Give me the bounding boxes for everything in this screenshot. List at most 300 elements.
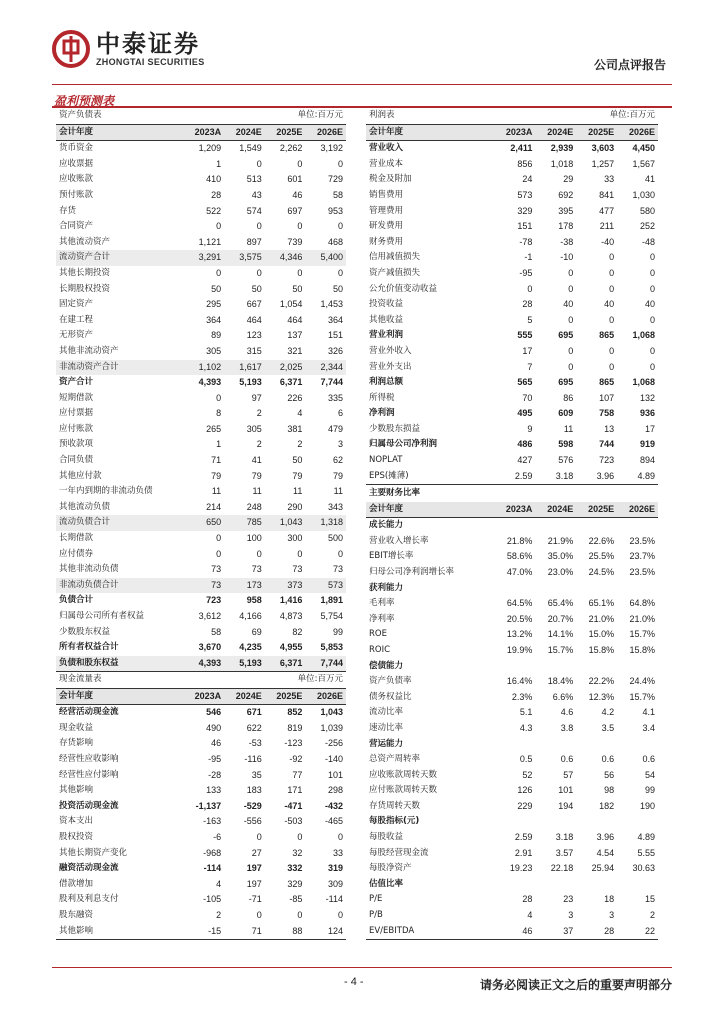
row-value: 695 [558, 377, 574, 388]
row-label: 存货影响 [59, 738, 94, 749]
row-value: 723 [206, 595, 222, 606]
row-value: 3.57 [555, 847, 574, 858]
row-label: 现金收益 [59, 722, 94, 733]
page-number: - 4 - [344, 976, 364, 988]
column-header-label: 会计年度 [56, 688, 184, 705]
row-value [576, 737, 617, 753]
row-value: 7,744 [320, 377, 343, 388]
row-value: 21.9% [547, 535, 574, 546]
row-label: 获利能力 [369, 582, 404, 593]
row-value: 22 [617, 924, 658, 940]
row-value: 953 [327, 205, 343, 216]
row-label: 应付账款周转天数 [369, 785, 438, 796]
row-value: 0 [256, 221, 262, 232]
table-row [56, 453, 346, 469]
row-label: 其他影响 [59, 785, 94, 796]
row-value: -256 [324, 738, 343, 749]
column-header-label: 会计年度 [366, 124, 494, 141]
row-value: 329 [517, 205, 533, 216]
table-row [56, 547, 346, 563]
row-value: 190 [639, 800, 655, 811]
row-value: 290 [287, 501, 303, 512]
row-value: 214 [206, 501, 222, 512]
row-value: 133 [206, 785, 222, 796]
row-value [494, 518, 535, 534]
table-row [56, 157, 346, 173]
row-value: 21.0% [629, 613, 655, 624]
row-label: 资产负债率 [369, 676, 412, 687]
row-value: 151 [517, 221, 533, 232]
row-value: 11 [563, 423, 574, 434]
row-value: 35 [251, 769, 262, 780]
row-value: 3,575 [224, 250, 265, 266]
table-row [366, 172, 658, 188]
row-value: 0 [297, 909, 303, 920]
row-value: 13 [604, 423, 615, 434]
row-value: 13.2% [506, 629, 533, 640]
row-value: 0 [297, 548, 303, 559]
table-row [56, 484, 346, 500]
row-value: -95 [208, 753, 222, 764]
table-row [56, 188, 346, 204]
row-value: 58 [332, 189, 343, 200]
row-label: 非流动负债合计 [56, 578, 184, 594]
row-label: 财务费用 [369, 236, 404, 247]
row-value: 729 [327, 174, 343, 185]
table-row [56, 593, 346, 609]
row-value: 758 [599, 408, 615, 419]
row-value: 1,567 [632, 158, 655, 169]
table-row [366, 266, 658, 282]
row-value: 23 [563, 894, 574, 905]
row-value: 0 [568, 283, 574, 294]
table-row [56, 406, 346, 422]
table-row [366, 643, 658, 659]
row-value [617, 518, 658, 534]
row-value: 252 [639, 221, 655, 232]
row-value: 919 [639, 439, 655, 450]
row-value: 0 [568, 314, 574, 325]
table-row [366, 219, 658, 235]
row-label: 销售费用 [369, 189, 404, 200]
table-row [366, 406, 658, 422]
row-label: 资产减值损失 [369, 267, 421, 278]
row-value: 1,102 [184, 360, 225, 376]
row-value: 65.1% [588, 598, 615, 609]
income-statement-table [366, 108, 658, 485]
row-value: 25.5% [588, 551, 615, 562]
row-value: 785 [224, 515, 265, 531]
table-caption-row [56, 672, 346, 688]
row-label: 应收票据 [59, 158, 94, 169]
row-value: -53 [248, 738, 262, 749]
row-value: 73 [211, 564, 222, 575]
row-value: 4 [527, 910, 533, 921]
row-value: 3.4 [642, 722, 655, 733]
row-value: 126 [517, 785, 533, 796]
row-value: 598 [558, 439, 574, 450]
row-value: 3.96 [596, 832, 615, 843]
row-value: 64.8% [629, 598, 655, 609]
row-label: 其他流动负债 [59, 501, 111, 512]
row-value [535, 814, 576, 830]
row-value: 28 [522, 299, 533, 310]
table-row [56, 861, 346, 877]
row-value: 50 [292, 455, 303, 466]
row-value: -163 [203, 816, 222, 827]
table-header-row [366, 502, 658, 518]
table-row [366, 877, 658, 893]
row-value: 178 [558, 221, 574, 232]
table-row [366, 892, 658, 908]
row-value: 0 [216, 392, 222, 403]
row-value: 15.8% [588, 644, 615, 655]
row-label: 管理费用 [369, 205, 404, 216]
logo-icon [52, 30, 90, 68]
row-value: 2,344 [305, 360, 346, 376]
table-row [366, 437, 658, 453]
row-value: 0 [609, 267, 615, 278]
column-header: 2023A [494, 502, 535, 518]
company-logo [52, 30, 205, 68]
row-label: 营运能力 [369, 738, 404, 749]
row-value: 667 [246, 299, 262, 310]
row-value: -432 [324, 800, 343, 811]
row-label: 应付债券 [59, 548, 94, 559]
table-row [56, 328, 346, 344]
row-value: 15.7% [629, 629, 655, 640]
row-value: 56 [604, 769, 615, 780]
row-value: 0 [609, 314, 615, 325]
row-value: 100 [246, 533, 262, 544]
table-row [366, 861, 658, 877]
row-value: 4,166 [239, 611, 262, 621]
table-caption-row [366, 108, 658, 124]
row-value: 295 [206, 299, 222, 310]
row-value: 0 [649, 283, 655, 294]
row-value: 3 [568, 910, 574, 921]
row-value: 107 [599, 392, 615, 403]
row-value [535, 737, 576, 753]
row-value: 464 [287, 314, 303, 325]
table-header-row [56, 124, 346, 141]
row-value: 5,193 [224, 656, 265, 672]
row-value: 3 [337, 439, 343, 450]
row-label: 净利率 [369, 613, 395, 624]
row-value: -95 [519, 267, 533, 278]
row-value: 15.7% [547, 644, 574, 655]
row-label: 营业收入增长率 [369, 535, 429, 546]
row-value: 609 [558, 408, 574, 419]
row-value: 1,257 [591, 158, 615, 169]
row-value: 1,068 [632, 330, 655, 341]
column-header: 2026E [305, 688, 346, 705]
row-value: 0.5 [519, 754, 533, 765]
row-value: 298 [327, 785, 343, 796]
row-value: 0.6 [560, 754, 574, 765]
row-value [494, 877, 535, 893]
table-caption-row [56, 108, 346, 124]
row-value: 197 [246, 863, 262, 874]
row-value: 315 [246, 345, 262, 356]
table-row [366, 581, 658, 597]
row-label: 合同负债 [59, 455, 94, 466]
row-value: 30.63 [632, 863, 655, 874]
row-value: 0 [297, 221, 303, 232]
row-value [576, 518, 617, 534]
row-value: 3,670 [198, 642, 222, 653]
row-value: 4,393 [198, 377, 222, 388]
table-caption: 现金流量表 [56, 672, 184, 688]
row-value: 79 [211, 470, 222, 481]
row-value: 46 [292, 189, 303, 200]
row-value: 0 [649, 252, 655, 263]
row-value: 99 [332, 626, 343, 637]
row-label: 偿债能力 [369, 660, 404, 671]
row-value: 522 [206, 205, 222, 216]
row-value: 0 [337, 909, 343, 920]
row-value: 15.0% [588, 629, 615, 640]
row-value: 573 [517, 189, 533, 200]
row-value [576, 877, 617, 893]
row-value: 5 [527, 314, 533, 325]
row-value: 381 [287, 423, 303, 434]
row-label: 公允价值变动收益 [369, 283, 438, 294]
row-value: 33 [332, 847, 343, 858]
row-value: 88 [265, 924, 306, 940]
row-value: 123 [246, 330, 262, 341]
row-label: 合同资产 [59, 221, 94, 232]
column-header: 2023A [184, 124, 225, 141]
table-row [366, 799, 658, 815]
row-label: 非流动资产合计 [56, 360, 184, 376]
row-label: P/B [369, 910, 383, 921]
cashflow-table [56, 672, 346, 940]
row-label: 少数股东权益 [59, 626, 111, 637]
column-header: 2024E [535, 124, 576, 141]
row-label: 其他非流动资产 [59, 345, 119, 356]
column-header: 2026E [617, 502, 658, 518]
row-value: 856 [517, 158, 533, 169]
table-row [56, 846, 346, 862]
row-value: -968 [203, 847, 222, 858]
row-label: 其他长期资产变化 [59, 847, 128, 858]
table-row [366, 391, 658, 407]
row-value: 171 [287, 785, 303, 796]
row-value: 4 [216, 878, 222, 889]
row-label: 其他影响 [56, 924, 184, 940]
row-value: 2 [649, 910, 655, 921]
row-label: 信用减值损失 [369, 252, 421, 263]
row-value: 468 [327, 236, 343, 247]
row-label: 货币资金 [59, 143, 94, 154]
row-label: EBIT增长率 [369, 551, 414, 562]
row-label: 所有者权益合计 [59, 642, 119, 653]
row-value: 4.3 [519, 722, 533, 733]
column-header: 2023A [494, 124, 535, 141]
row-value: 0 [216, 267, 222, 278]
row-value: 23.5% [629, 566, 655, 577]
row-value: 40 [563, 299, 574, 310]
row-value: 0 [297, 267, 303, 278]
row-value: -140 [324, 753, 343, 764]
table-row [366, 830, 658, 846]
row-value: 1,030 [632, 189, 655, 200]
row-label: 成长能力 [369, 520, 404, 531]
row-value: 1,018 [550, 158, 574, 169]
row-value: 79 [332, 470, 343, 481]
row-label: 所得税 [369, 392, 395, 403]
row-value: 41 [644, 174, 655, 185]
table-row [366, 814, 658, 830]
row-label: 应付账款 [59, 423, 94, 434]
row-value: 0 [568, 361, 574, 372]
row-value: -116 [244, 753, 262, 764]
row-value: 4.89 [617, 469, 658, 485]
row-value: 335 [327, 392, 343, 403]
row-label: 营业外收入 [369, 345, 412, 356]
row-value: 4.1 [642, 707, 655, 718]
row-value: 580 [639, 205, 655, 216]
row-value: 574 [246, 205, 262, 216]
row-value: 3.18 [535, 469, 576, 485]
row-value: 4,235 [239, 642, 262, 653]
row-value: 71 [211, 455, 222, 466]
table-header-row [56, 688, 346, 705]
row-value: 0 [649, 314, 655, 325]
row-label: 经营性应付影响 [59, 769, 119, 780]
row-value: 0 [568, 345, 574, 356]
row-value: 865 [599, 377, 615, 388]
row-value: 695 [558, 330, 574, 341]
table-row [366, 235, 658, 251]
row-value: 565 [517, 377, 533, 388]
row-value: 1,617 [224, 360, 265, 376]
row-value: 89 [211, 330, 222, 341]
column-header: 2024E [535, 502, 576, 518]
table-row [56, 705, 346, 721]
table-row [56, 422, 346, 438]
row-label: 存货周转天数 [369, 800, 421, 811]
row-value: 936 [639, 408, 655, 419]
row-label: NOPLAT [369, 455, 403, 466]
table-row [366, 360, 658, 376]
row-value: 73 [292, 564, 303, 575]
row-value: 27 [251, 847, 262, 858]
row-value: -1,137 [195, 800, 222, 811]
row-value: -15 [184, 924, 225, 940]
row-value: 0 [256, 548, 262, 559]
row-value: 1,039 [320, 722, 343, 733]
row-value: 6,371 [265, 656, 306, 672]
row-value: 73 [184, 578, 225, 594]
row-value: 1,054 [279, 299, 303, 310]
row-label: 融资活动现金流 [59, 863, 119, 874]
balance-sheet-table [56, 108, 346, 672]
table-row [56, 250, 346, 266]
row-value: 3.5 [601, 722, 615, 733]
table-row [56, 375, 346, 391]
row-value: 23.0% [547, 566, 574, 577]
table-row [56, 562, 346, 578]
row-value: 0 [337, 221, 343, 232]
row-value: 7 [527, 361, 533, 372]
row-value: 22.6% [588, 535, 615, 546]
row-value: 0 [216, 533, 222, 544]
row-value: 4,873 [279, 611, 303, 621]
table-row [366, 565, 658, 581]
table-unit: 单位:百万元 [494, 108, 658, 124]
table-row [56, 500, 346, 516]
row-value: 22.2% [588, 676, 615, 687]
table-row [56, 313, 346, 329]
table-row [56, 892, 346, 908]
row-value: 500 [327, 533, 343, 544]
row-value: 20.5% [506, 613, 533, 624]
table-row [56, 830, 346, 846]
row-value: 0 [216, 221, 222, 232]
row-value: 6,371 [279, 377, 303, 388]
row-value: 1,043 [320, 707, 343, 718]
row-label: 流动比率 [369, 707, 404, 718]
table-row [366, 737, 658, 753]
row-value: -529 [243, 800, 262, 811]
row-value: 65.4% [547, 598, 574, 609]
row-value: 18 [604, 894, 615, 905]
row-label: 无形资产 [59, 330, 94, 341]
row-value: 1,068 [632, 377, 655, 388]
row-label: 净利润 [369, 408, 395, 419]
row-value: 4.54 [596, 847, 615, 858]
row-value: 15.7% [629, 691, 655, 702]
row-value: 151 [327, 330, 343, 341]
row-value: 0 [609, 361, 615, 372]
row-value: 64.5% [506, 598, 533, 609]
row-value: 464 [246, 314, 262, 325]
row-label: 速动比率 [369, 722, 404, 733]
table-row [366, 752, 658, 768]
row-value: 5,754 [320, 611, 343, 621]
row-label: 股利及利息支付 [59, 894, 119, 905]
row-value: 601 [287, 174, 303, 185]
row-value: 17 [522, 345, 533, 356]
row-value: 373 [265, 578, 306, 594]
row-value: 2,939 [550, 143, 574, 154]
row-value: 2.91 [514, 847, 533, 858]
table-row [56, 437, 346, 453]
row-value: 0 [649, 345, 655, 356]
row-value: 576 [558, 455, 574, 466]
table-row [56, 282, 346, 298]
table-caption-row [366, 486, 658, 502]
row-value: 52 [522, 769, 533, 780]
row-value: 2,262 [279, 143, 303, 154]
row-value: -71 [248, 894, 262, 905]
row-value: -10 [560, 252, 574, 263]
table-row [366, 674, 658, 690]
row-value: 0 [609, 252, 615, 263]
row-value: 3,291 [184, 250, 225, 266]
row-label: 营业外支出 [369, 361, 412, 372]
row-value: 0 [337, 158, 343, 169]
row-value: 0 [609, 283, 615, 294]
row-value: 37 [535, 924, 576, 940]
table-row [56, 625, 346, 641]
row-value: 1,121 [198, 236, 222, 247]
row-label: 每股指标(元) [369, 816, 420, 827]
table-row [56, 469, 346, 485]
row-label: 其他长期投资 [59, 267, 111, 278]
